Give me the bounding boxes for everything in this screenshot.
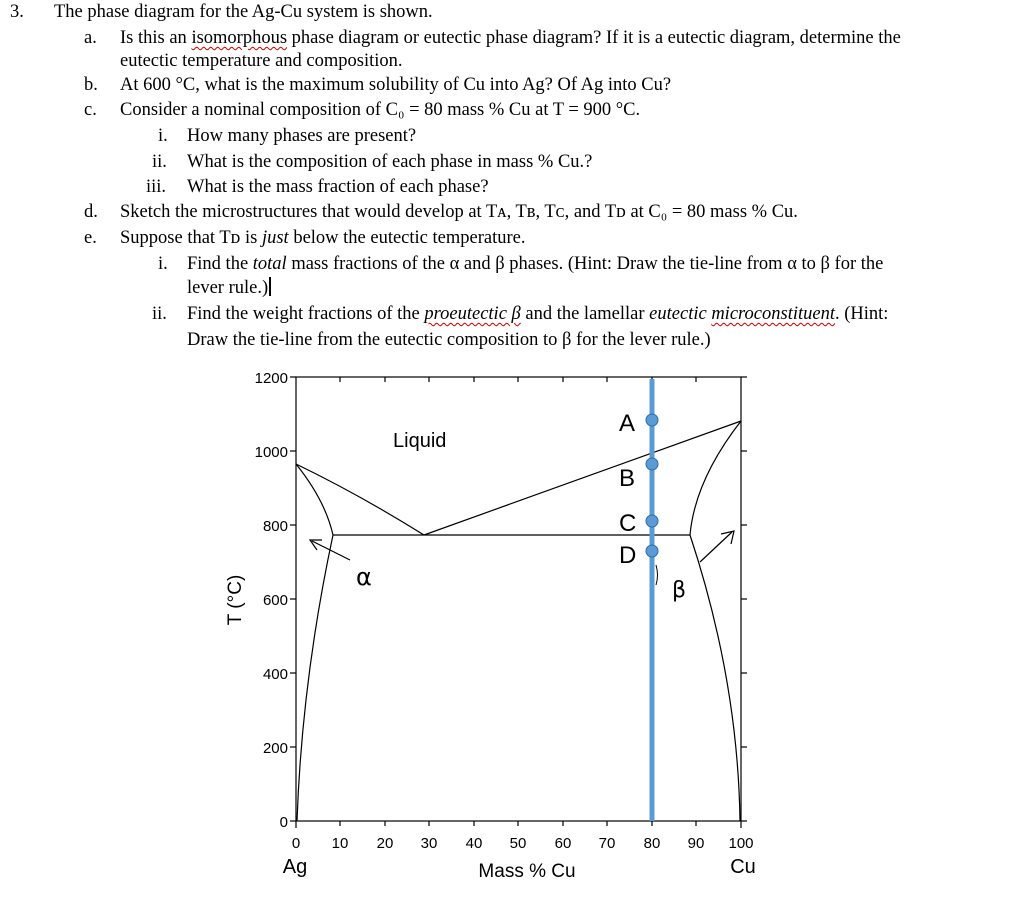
part-e-i-label: i.	[158, 254, 168, 274]
isomorphous-word: isomorphous	[191, 28, 288, 48]
x-tick-label: 80	[643, 835, 661, 852]
liquidus-right	[424, 421, 741, 535]
x-ticks	[296, 821, 741, 828]
x-tick-labels	[292, 835, 754, 852]
point-a-label: A	[619, 410, 636, 437]
part-a-label: a.	[84, 28, 97, 48]
solvus-beta	[690, 535, 740, 821]
y-tick-label: 800	[262, 518, 288, 535]
d-bracket-mark	[656, 565, 658, 585]
part-e-i-continuation: lever rule.)	[187, 277, 271, 299]
point-d-marker	[646, 545, 658, 557]
part-e-text: Suppose that Tᴅ is just below the eutectic temperature.	[120, 228, 526, 248]
part-c-ii-text: What is the composition of each phase in mass % Cu.?	[187, 152, 593, 172]
part-e-ii-continuation: Draw the tie-line from the eutectic composition to β for the lever rule.)	[187, 330, 711, 350]
point-c-marker	[646, 515, 658, 527]
part-a-continuation: eutectic temperature and composition.	[120, 51, 403, 71]
question-number: 3.	[10, 2, 24, 22]
region-alpha-label: α	[356, 563, 372, 591]
part-e-i-text: Find the total mass fractions of the α and β phases. (Hint: Draw the tie-line from α to β for the	[187, 254, 884, 274]
x-tick-label: 70	[598, 835, 616, 852]
left-end-label: Ag	[282, 856, 308, 878]
beta-arrow	[700, 531, 734, 562]
y-tick-label: 400	[262, 666, 288, 683]
part-c-label: c.	[84, 100, 97, 120]
part-e-label: e.	[84, 228, 97, 248]
solidus-alpha	[296, 464, 333, 535]
x-axis-label: Mass % Cu	[478, 861, 576, 882]
part-c-iii-label: iii.	[146, 177, 167, 197]
question-title: The phase diagram for the Ag-Cu system is shown.	[54, 2, 433, 22]
point-d-label: D	[619, 542, 637, 569]
y-tick-labels	[255, 370, 288, 831]
solidus-beta	[690, 421, 741, 535]
x-tick-label: 20	[376, 835, 394, 852]
x-tick-label: 100	[728, 835, 754, 852]
part-b-label: b.	[84, 75, 98, 95]
part-e-ii-label: ii.	[152, 304, 167, 324]
point-a-marker	[646, 414, 658, 426]
x-tick-label: 90	[687, 835, 705, 852]
part-e-ii-text: Find the weight fractions of the proeutectic β and the lamellar eutectic microconstituent. (Hint:	[187, 304, 889, 324]
part-c-i-text: How many phases are present?	[187, 126, 417, 146]
y-axis-label: T (°C)	[225, 574, 246, 626]
part-c-ii-label: ii.	[152, 152, 167, 172]
y-tick-label: 0	[279, 814, 288, 831]
x-tick-label: 30	[420, 835, 438, 852]
part-d-label: d.	[84, 202, 98, 222]
region-beta-label: β	[672, 578, 687, 603]
right-end-label: Cu	[730, 856, 756, 878]
part-c-iii-text: What is the mass fraction of each phase?	[187, 177, 489, 197]
y-tick-label: 200	[262, 740, 288, 757]
region-liquid-label: Liquid	[393, 430, 447, 452]
x-tick-label: 10	[331, 835, 349, 852]
x-tick-label: 0	[291, 835, 301, 852]
x-tick-label: 60	[554, 835, 572, 852]
point-c-label: C	[619, 510, 637, 537]
x-tick-label: 40	[465, 835, 483, 852]
part-b-text: At 600 °C, what is the maximum solubility of Cu into Ag? Of Ag into Cu?	[120, 75, 672, 95]
point-b-marker	[646, 458, 658, 470]
part-d-text: Sketch the microstructures that would develop at Tᴀ, Tʙ, Tᴄ, and Tᴅ at C₀ = 80 mass % Cu.	[120, 202, 798, 222]
y-tick-label: 600	[262, 592, 288, 609]
proeutectic-word: proeutectic β	[424, 304, 521, 324]
part-c-i-label: i.	[158, 126, 168, 146]
part-c-text: Consider a nominal composition of C₀ = 80 mass % Cu at T = 900 °C.	[120, 100, 641, 120]
y-tick-label: 1000	[254, 444, 288, 461]
y-tick-label: 1200	[254, 370, 288, 387]
microconstituent-word: microconstituent	[711, 304, 835, 324]
x-tick-label: 50	[509, 835, 527, 852]
solvus-alpha	[297, 535, 333, 821]
part-a-text: Is this an isomorphous phase diagram or eutectic phase diagram? If it is a eutectic diagram, determine the	[120, 28, 901, 48]
alpha-arrow	[310, 540, 350, 560]
liquidus-left	[296, 464, 424, 535]
top-ticks	[340, 377, 696, 382]
point-b-label: B	[619, 465, 636, 492]
